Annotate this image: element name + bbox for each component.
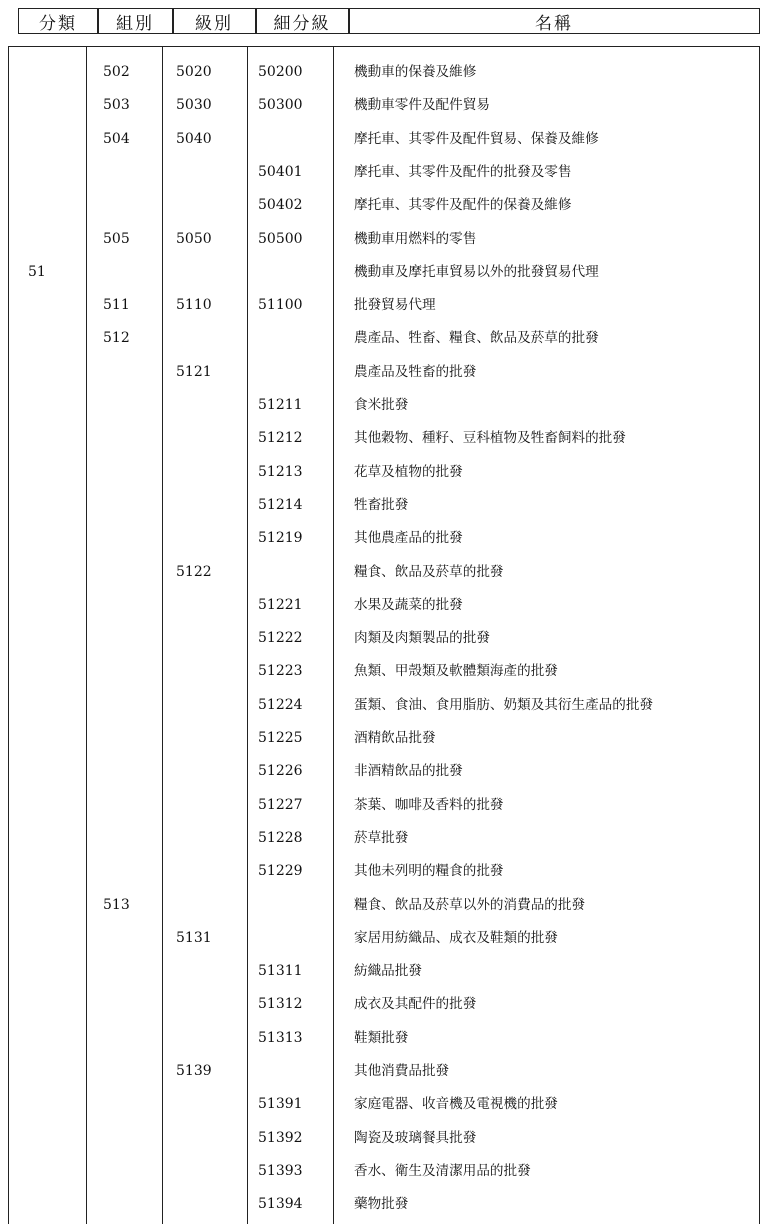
table-row bbox=[0, 1055, 768, 1088]
cell-subclass: 51214 bbox=[258, 496, 303, 513]
cell-name: 其他消費品批發 bbox=[354, 1063, 450, 1079]
cell-subclass: 51224 bbox=[258, 696, 303, 713]
table-row bbox=[0, 456, 768, 489]
cell-name: 成衣及其配件的批發 bbox=[354, 996, 477, 1013]
cell-name: 紡織品批發 bbox=[354, 963, 422, 980]
cell-class: 5020 bbox=[176, 64, 212, 80]
header-subclass: 細分級 bbox=[273, 13, 331, 34]
table-row bbox=[0, 223, 768, 256]
cell-category: 51 bbox=[28, 263, 46, 280]
cell-name: 菸草批發 bbox=[354, 829, 409, 846]
table-row bbox=[0, 922, 768, 955]
cell-group: 502 bbox=[103, 64, 130, 80]
header-class: 級別 bbox=[195, 13, 233, 34]
cell-name: 機動車零件及配件貿易 bbox=[354, 97, 490, 114]
table-row bbox=[0, 1122, 768, 1155]
cell-class: 5050 bbox=[176, 230, 212, 247]
cell-name: 機動車用燃料的零售 bbox=[354, 230, 477, 247]
cell-group: 512 bbox=[103, 330, 130, 347]
cell-name: 其他農產品的批發 bbox=[354, 530, 463, 547]
table-row bbox=[0, 988, 768, 1021]
cell-subclass: 51393 bbox=[258, 1162, 303, 1179]
table-row bbox=[0, 622, 768, 655]
cell-name: 茶葉、咖啡及香料的批發 bbox=[354, 796, 504, 813]
cell-subclass: 51312 bbox=[258, 996, 303, 1013]
cell-subclass: 51219 bbox=[258, 530, 303, 547]
cell-class: 5121 bbox=[176, 363, 212, 380]
table-row bbox=[0, 56, 768, 89]
table-row bbox=[0, 422, 768, 455]
table-row bbox=[0, 1188, 768, 1221]
cell-name: 牲畜批發 bbox=[354, 496, 409, 513]
cell-name: 糧食、飲品及菸草的批發 bbox=[354, 563, 504, 580]
table-row bbox=[0, 289, 768, 322]
cell-name: 農產品、牲畜、糧食、飲品及菸草的批發 bbox=[354, 330, 599, 347]
cell-name: 機動車及摩托車貿易以外的批發貿易代理 bbox=[354, 263, 599, 280]
cell-subclass: 50402 bbox=[258, 197, 303, 214]
cell-group: 513 bbox=[103, 896, 130, 913]
cell-name: 陶瓷及玻璃餐具批發 bbox=[354, 1129, 477, 1146]
cell-subclass: 51311 bbox=[258, 963, 303, 980]
cell-name: 香水、衛生及清潔用品的批發 bbox=[354, 1162, 531, 1179]
cell-name: 農產品及牲畜的批發 bbox=[354, 363, 477, 380]
cell-name: 摩托車、其零件及配件的批發及零售 bbox=[354, 163, 572, 180]
cell-subclass: 51226 bbox=[258, 763, 303, 780]
cell-class: 5122 bbox=[176, 563, 212, 580]
table-row bbox=[0, 556, 768, 589]
cell-subclass: 51313 bbox=[258, 1029, 303, 1046]
cell-group: 505 bbox=[103, 230, 130, 247]
table-row bbox=[0, 389, 768, 422]
cell-subclass: 51228 bbox=[258, 829, 303, 846]
table-row bbox=[0, 589, 768, 622]
cell-subclass: 51225 bbox=[258, 730, 303, 746]
cell-name: 摩托車、其零件及配件的保養及維修 bbox=[354, 197, 572, 214]
table-row bbox=[0, 822, 768, 855]
cell-name: 鞋類批發 bbox=[354, 1029, 409, 1046]
cell-name: 食米批發 bbox=[354, 397, 409, 413]
cell-class: 5030 bbox=[176, 97, 212, 114]
cell-name: 其他未列明的糧食的批發 bbox=[354, 863, 504, 880]
cell-class: 5139 bbox=[176, 1063, 212, 1079]
cell-subclass: 50401 bbox=[258, 163, 303, 180]
cell-class: 5040 bbox=[176, 130, 212, 147]
cell-name: 家庭電器、收音機及電視機的批發 bbox=[354, 1096, 558, 1113]
cell-name: 摩托車、其零件及配件貿易、保養及維修 bbox=[354, 130, 599, 147]
cell-name: 家居用紡織品、成衣及鞋類的批發 bbox=[354, 929, 558, 946]
cell-subclass: 50500 bbox=[258, 230, 303, 247]
cell-subclass: 51223 bbox=[258, 663, 303, 680]
cell-subclass: 51394 bbox=[258, 1196, 303, 1213]
cell-subclass: 51100 bbox=[258, 297, 303, 314]
table-row bbox=[0, 755, 768, 788]
cell-name: 其他穀物、種籽、豆科植物及牲畜飼料的批發 bbox=[354, 430, 626, 447]
table-row bbox=[0, 256, 768, 289]
cell-name: 水果及蔬菜的批發 bbox=[354, 596, 463, 613]
cell-name: 糧食、飲品及菸草以外的消費品的批發 bbox=[354, 896, 586, 913]
table-row bbox=[0, 889, 768, 922]
table-row bbox=[0, 1022, 768, 1055]
cell-name: 機動車的保養及維修 bbox=[354, 64, 477, 80]
table-row bbox=[0, 789, 768, 822]
table-row bbox=[0, 89, 768, 122]
cell-name: 非酒精飲品的批發 bbox=[354, 763, 463, 780]
table-row bbox=[0, 689, 768, 722]
table-row bbox=[0, 855, 768, 888]
table-row bbox=[0, 955, 768, 988]
cell-name: 魚類、甲殼類及軟體類海產的批發 bbox=[354, 663, 558, 680]
table-row bbox=[0, 522, 768, 555]
cell-group: 504 bbox=[103, 130, 130, 147]
cell-subclass: 50300 bbox=[258, 97, 303, 114]
cell-subclass: 51227 bbox=[258, 796, 303, 813]
cell-subclass: 51222 bbox=[258, 630, 303, 647]
table-header bbox=[18, 8, 760, 34]
cell-subclass: 51221 bbox=[258, 596, 303, 613]
header-category: 分類 bbox=[39, 13, 77, 34]
cell-subclass: 51213 bbox=[258, 463, 303, 480]
cell-name: 肉類及肉類製品的批發 bbox=[354, 630, 490, 647]
table-row bbox=[0, 722, 768, 755]
cell-subclass: 51229 bbox=[258, 863, 303, 880]
cell-subclass: 51211 bbox=[258, 397, 303, 413]
cell-name: 批發貿易代理 bbox=[354, 297, 436, 314]
header-name: 名稱 bbox=[535, 13, 573, 34]
cell-name: 藥物批發 bbox=[354, 1196, 409, 1213]
table-row bbox=[0, 1155, 768, 1188]
table-row bbox=[0, 123, 768, 156]
cell-name: 蛋類、食油、食用脂肪、奶類及其衍生產品的批發 bbox=[354, 696, 654, 713]
header-group: 組別 bbox=[116, 13, 154, 34]
cell-name: 花草及植物的批發 bbox=[354, 463, 463, 480]
table-row bbox=[0, 489, 768, 522]
cell-name: 酒精飲品批發 bbox=[354, 730, 436, 746]
cell-group: 511 bbox=[103, 297, 130, 314]
cell-subclass: 50200 bbox=[258, 64, 303, 80]
cell-subclass: 51391 bbox=[258, 1096, 303, 1113]
cell-class: 5131 bbox=[176, 929, 212, 946]
cell-subclass: 51392 bbox=[258, 1129, 303, 1146]
table-row bbox=[0, 322, 768, 355]
table-row bbox=[0, 655, 768, 688]
table-row bbox=[0, 189, 768, 222]
table-row bbox=[0, 1088, 768, 1121]
cell-class: 5110 bbox=[176, 297, 212, 314]
table-row bbox=[0, 356, 768, 389]
table-row bbox=[0, 156, 768, 189]
cell-subclass: 51212 bbox=[258, 430, 303, 447]
cell-group: 503 bbox=[103, 97, 130, 114]
